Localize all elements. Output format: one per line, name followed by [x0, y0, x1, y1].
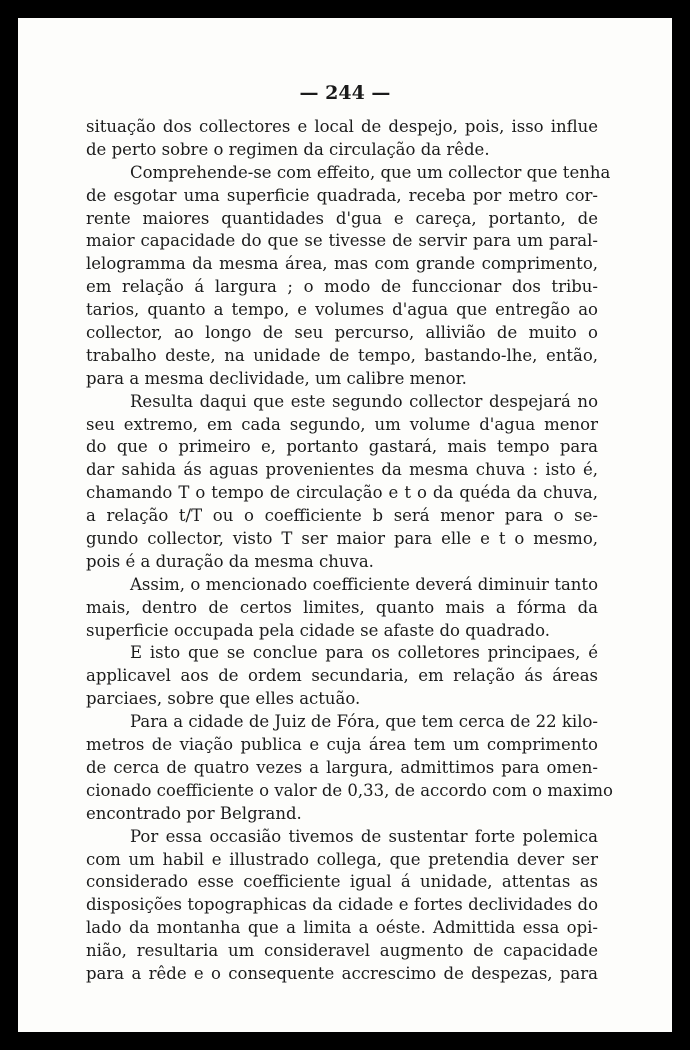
text-line: nião, resultaria um consideravel augmento de capacidade [86, 941, 598, 961]
text-line: de esgotar uma superficie quadrada, receba por metro cor- [86, 185, 598, 205]
text-line: de perto sobre o regimen da circulação da rêde. [86, 139, 490, 159]
text-line: Por essa occasião tivemos de sustentar forte polemica [130, 826, 598, 846]
text-line: metros de viação publica e cuja área tem um comprimento [86, 735, 598, 755]
text-line: chamando T o tempo de circulação e t o da quéda da chuva, [86, 483, 598, 503]
text-line: considerado esse coefficiente igual á unidade, attentas as [86, 872, 598, 892]
text-line: rente maiores quantidades d'gua e careça, portanto, de [86, 208, 598, 228]
text-line: Assim, o mencionado coefficiente deverá diminuir tanto [130, 574, 598, 594]
text-line: Resulta daqui que este segundo collector despejará no [130, 391, 598, 411]
text-line: parciaes, sobre que elles actuão. [86, 689, 361, 709]
text-line: para a mesma declividade, um calibre menor. [86, 368, 467, 388]
page-number: — 244 — [299, 82, 391, 104]
text-line: a relação t/T ou o coefficiente b será menor para o se- [86, 506, 598, 526]
text-line: superficie occupada pela cidade se afaste do quadrado. [86, 620, 550, 640]
text-line: pois é a duração da mesma chuva. [86, 551, 374, 571]
text-line: trabalho deste, na unidade de tempo, bastando-lhe, então, [86, 345, 598, 365]
text-line: Para a cidade de Juiz de Fóra, que tem cerca de 22 kilo- [130, 712, 598, 732]
text-line: gundo collector, visto T ser maior para elle e t o mesmo, [86, 529, 598, 549]
text-line: maior capacidade do que se tivesse de servir para um paral- [86, 231, 598, 251]
text-line: em relação á largura ; o modo de funccionar dos tribu- [86, 277, 598, 297]
text-line: seu extremo, em cada segundo, um volume d'agua menor [86, 414, 598, 434]
text-line: Comprehende-se com effeito, que um collector que tenha [130, 162, 611, 182]
text-line: com um habil e illustrado collega, que pretendia dever ser [86, 849, 598, 869]
text-line: situação dos collectores e local de despejo, pois, isso influe [86, 117, 598, 136]
text-line: encontrado por Belgrand. [86, 803, 302, 823]
text-line: de cerca de quatro vezes a largura, admittimos para omen- [86, 757, 598, 777]
body-text [86, 116, 613, 986]
text-line: collector, ao longo de seu percurso, allivião de muito o [86, 323, 598, 343]
text-line: tarios, quanto a tempo, e volumes d'agua que entregão ao [86, 300, 598, 320]
text-line: disposições topographicas da cidade e fortes declividades do [86, 895, 598, 915]
book-page [18, 18, 672, 1032]
text-line: para a rêde e o consequente accrescimo de despezas, para [86, 963, 598, 983]
text-line: lado da montanha que a limita a oéste. Admittida essa opi- [86, 918, 598, 938]
text-line: applicavel aos de ordem secundaria, em relação ás áreas [86, 666, 598, 686]
text-line: cionado coefficiente o valor de 0,33, de accordo com o maximo [86, 780, 613, 800]
text-line: do que o primeiro e, portanto gastará, mais tempo para [86, 437, 598, 457]
text-line: dar sahida ás aguas provenientes da mesma chuva : isto é, [86, 460, 598, 480]
text-line: E isto que se conclue para os colletores principaes, é [130, 643, 598, 663]
text-line: mais, dentro de certos limites, quanto mais a fórma da [86, 597, 598, 617]
text-line: lelogramma da mesma área, mas com grande comprimento, [86, 254, 598, 274]
